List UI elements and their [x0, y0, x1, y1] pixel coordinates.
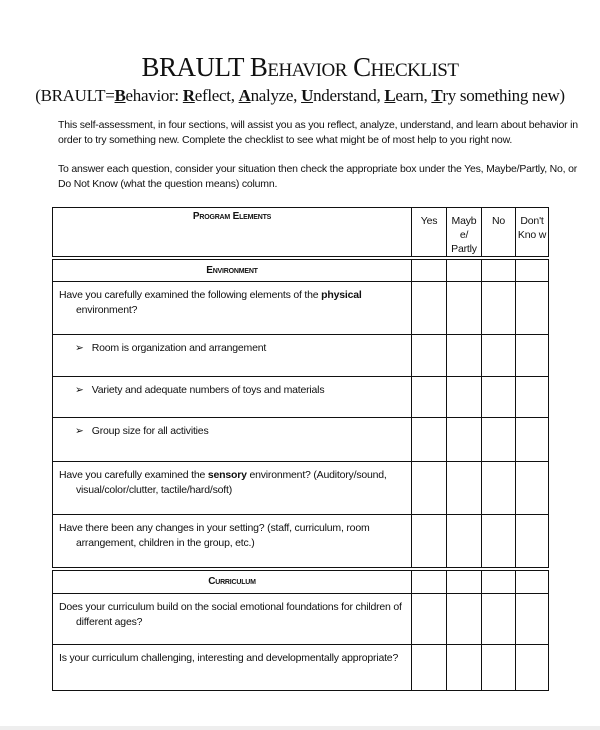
checkbox-cell-yes[interactable]	[412, 461, 447, 514]
subtitle-word: nalyze,	[250, 86, 302, 105]
section-row	[53, 569, 549, 593]
checkbox-cell-no[interactable]	[482, 376, 516, 417]
checkbox-cell-yes[interactable]	[412, 417, 447, 461]
question-cell	[53, 461, 412, 514]
document-title	[0, 52, 600, 83]
bullet-arrow-icon: ➢	[75, 383, 92, 396]
subtitle-word: ehavior:	[125, 86, 183, 105]
question-continuation: visual/color/clutter, tactile/hard/soft)	[76, 483, 232, 496]
checkbox-cell-yes[interactable]	[412, 593, 447, 644]
document-subtitle	[0, 86, 600, 106]
table-row	[53, 514, 549, 569]
bullet-arrow-icon: ➢	[75, 341, 92, 354]
subtitle-initial: A	[238, 86, 251, 105]
subtitle-initial: B	[114, 86, 126, 105]
table-row	[53, 281, 549, 334]
checkbox-cell-maybe[interactable]	[447, 258, 482, 281]
bullet-arrow-icon: ➢	[75, 424, 92, 437]
page-bottom-edge	[0, 726, 600, 730]
checklist-table	[52, 207, 549, 691]
section-row	[53, 258, 549, 281]
question-cell	[53, 334, 412, 376]
subtitle-initial: T	[431, 86, 443, 105]
checkbox-cell-dont-know[interactable]	[516, 417, 549, 461]
checkbox-cell-dont-know[interactable]	[516, 281, 549, 334]
header-row	[53, 208, 549, 259]
question-text: Have you carefully examined the following elements of the	[59, 288, 322, 301]
intro-paragraph-1: This self-assessment, in four sections, will assist you as you reflect, analyze, understand, and learn about behavior in order to try something new. Complete the checklist to see what might be of most help to you right now.	[58, 119, 578, 146]
title-main: BRAULT	[141, 52, 244, 82]
section-title: Environment	[53, 258, 412, 281]
checkbox-cell-maybe[interactable]	[447, 334, 482, 376]
question-cell	[53, 281, 412, 334]
bullet-text: Variety and adequate numbers of toys and materials	[91, 383, 325, 396]
checkbox-cell-no[interactable]	[482, 569, 516, 593]
title-rest: Behavior Checklist	[249, 52, 459, 82]
column-header: Mayb e/ Partly	[447, 208, 482, 259]
bullet-text: Group size for all activities	[91, 424, 209, 437]
checkbox-cell-maybe[interactable]	[447, 644, 482, 690]
checkbox-cell-yes[interactable]	[412, 281, 447, 334]
checkbox-cell-no[interactable]	[482, 334, 516, 376]
checkbox-cell-dont-know[interactable]	[516, 514, 549, 569]
checkbox-cell-yes[interactable]	[412, 334, 447, 376]
checkbox-cell-maybe[interactable]	[447, 593, 482, 644]
bullet-text: Room is organization and arrangement	[91, 341, 267, 354]
checkbox-cell-yes[interactable]	[412, 569, 447, 593]
checkbox-cell-yes[interactable]	[412, 644, 447, 690]
question-text: Does your curriculum build on the social emotional foundations for children of	[59, 600, 402, 613]
checkbox-cell-maybe[interactable]	[447, 417, 482, 461]
checkbox-cell-maybe[interactable]	[447, 514, 482, 569]
subtitle-prefix: (BRAULT=	[35, 86, 115, 105]
checkbox-cell-no[interactable]	[482, 258, 516, 281]
checkbox-cell-yes[interactable]	[412, 376, 447, 417]
column-header: No	[482, 208, 516, 259]
question-cell	[53, 376, 412, 417]
question-cell	[53, 644, 412, 690]
question-cell	[53, 514, 412, 569]
intro-paragraph-2: To answer each question, consider your situation then check the appropriate box under the Yes, Maybe/Partly, No, or Do Not Know (what the question means) column.	[58, 163, 578, 190]
checkbox-cell-dont-know[interactable]	[516, 461, 549, 514]
question-text: Is your curriculum challenging, interesting and developmentally appropriate?	[59, 651, 399, 664]
subtitle-initial: L	[384, 86, 396, 105]
checkbox-cell-yes[interactable]	[412, 514, 447, 569]
section-title: Curriculum	[53, 569, 412, 593]
checkbox-cell-yes[interactable]	[412, 258, 447, 281]
table-row	[53, 417, 549, 461]
subtitle-word: nderstand,	[313, 86, 385, 105]
checkbox-cell-dont-know[interactable]	[516, 593, 549, 644]
checkbox-cell-dont-know[interactable]	[516, 334, 549, 376]
subtitle-word: eflect,	[194, 86, 239, 105]
checkbox-cell-no[interactable]	[482, 461, 516, 514]
table-row	[53, 461, 549, 514]
table-row	[53, 334, 549, 376]
question-cell	[53, 593, 412, 644]
table-row	[53, 644, 549, 690]
question-cell	[53, 417, 412, 461]
question-continuation: different ages?	[76, 615, 143, 628]
checkbox-cell-dont-know[interactable]	[516, 644, 549, 690]
checkbox-cell-no[interactable]	[482, 593, 516, 644]
question-continuation: arrangement, children in the group, etc.)	[76, 536, 255, 549]
checkbox-cell-maybe[interactable]	[447, 376, 482, 417]
subtitle-initial: R	[182, 86, 195, 105]
checkbox-cell-maybe[interactable]	[447, 569, 482, 593]
column-header: Don't Kno w	[516, 208, 549, 259]
table-row	[53, 376, 549, 417]
question-text: environment? (Auditory/sound,	[246, 468, 387, 481]
checkbox-cell-no[interactable]	[482, 281, 516, 334]
subtitle-word: earn,	[395, 86, 432, 105]
checkbox-cell-dont-know[interactable]	[516, 258, 549, 281]
subtitle-initial: U	[301, 86, 314, 105]
column-header: Yes	[412, 208, 447, 259]
checkbox-cell-no[interactable]	[482, 514, 516, 569]
question-bold: sensory	[207, 468, 247, 481]
question-text: Have you carefully examined the	[59, 468, 208, 481]
question-continuation: environment?	[76, 303, 138, 316]
question-bold: physical	[321, 288, 362, 301]
checkbox-cell-no[interactable]	[482, 417, 516, 461]
checkbox-cell-maybe[interactable]	[447, 461, 482, 514]
checkbox-cell-no[interactable]	[482, 644, 516, 690]
column-header: Program Elements	[53, 208, 412, 259]
table-row	[53, 593, 549, 644]
checkbox-cell-maybe[interactable]	[447, 281, 482, 334]
checkbox-cell-dont-know[interactable]	[516, 569, 549, 593]
checkbox-cell-dont-know[interactable]	[516, 376, 549, 417]
subtitle-word: ry something new)	[442, 86, 565, 105]
question-text: Have there been any changes in your setting? (staff, curriculum, room	[59, 521, 370, 534]
